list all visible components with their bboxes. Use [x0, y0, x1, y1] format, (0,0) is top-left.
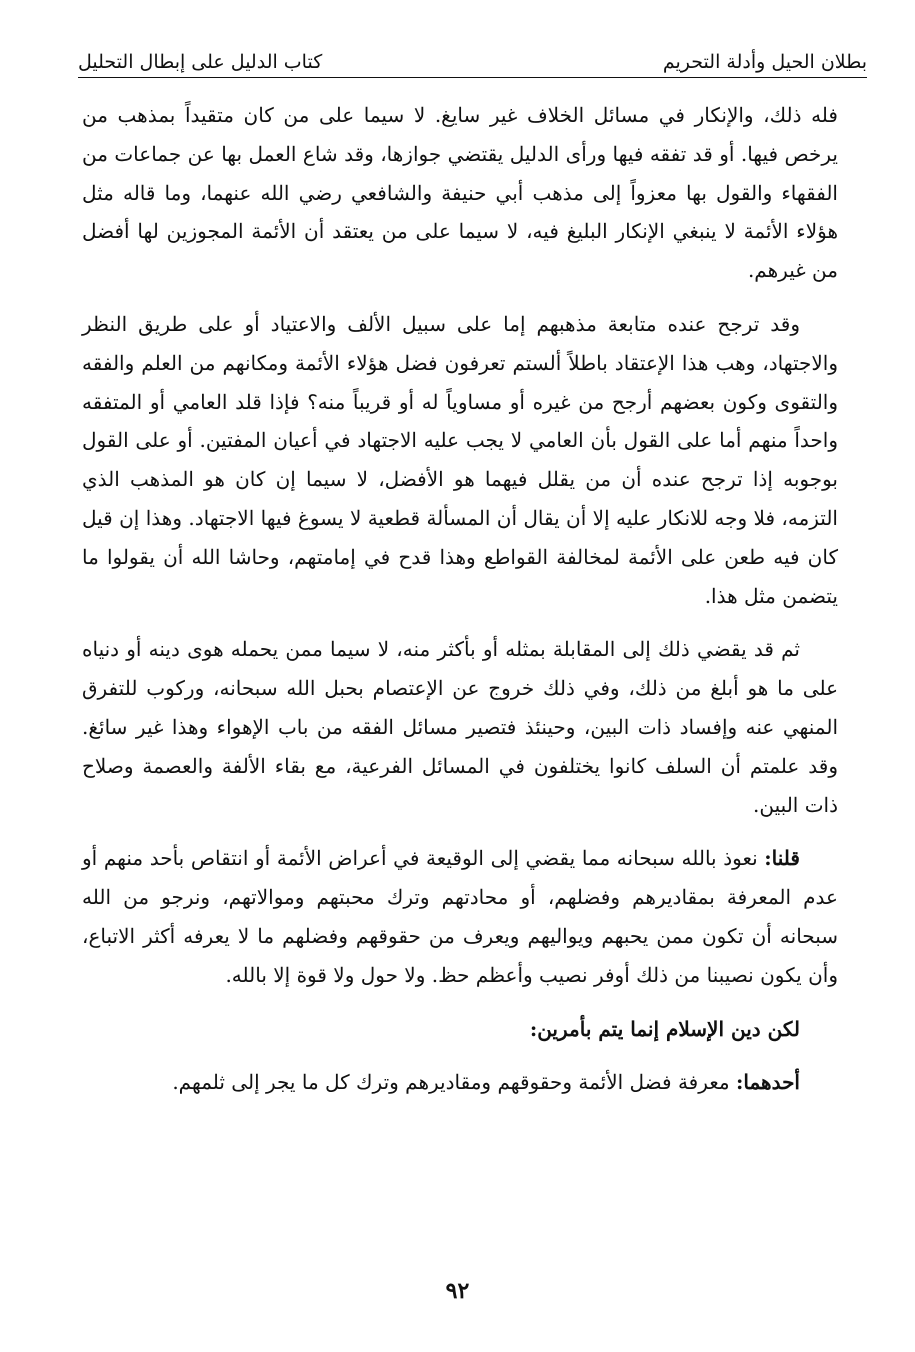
paragraph-4-lead: قلنا: — [764, 846, 800, 871]
section-heading: لكن دين الإسلام إنما يتم بأمرين: — [529, 1016, 800, 1041]
header-left-title: كتاب الدليل على إبطال التحليل — [78, 51, 323, 73]
paragraph-2: وقد ترجح عنده متابعة مذهبهم إما على سبيل الألف والاعتياد أو على طريق النظر والاجتهاد، وهب هذا الإعتقاد باطلاً ألستم تعرفون فضل هؤلاء الأئمة ومكانهم من العلم والفقه والتقوى وكون بعضهم أرجح من غيره أو مساوياً له أو قريباً منه؟ فإذا قلد العامي أو المتفقه واحداً منهم أما على القول بأن العامي لا يجب عليه الاجتهاد في أعيان المفتين. أو على القول بوجوبه إذا ترجح عنده أن من يقلل فيهما هو الأفضل، لا سيما إن كان هو المذهب الذي التزمه، فلا وجه للانكار عليه إلا أن يقال أن المسألة قطعية لا يسوغ فيها الاجتهاد. وهذا إن قيل كان فيه طعن على الأئمة لمخالفة القواطع وهذا قدح في إمامتهم، وحاشا الله أن يقولوا ما يتضمن مثل هذا. — [82, 311, 838, 608]
paragraph-5 — [82, 1063, 838, 1102]
page-number: ٩٢ — [445, 1278, 470, 1304]
paragraph-4-text: نعوذ بالله سبحانه مما يقضي إلى الوقيعة في أعراض الأئمة أو انتقاص بأحد منهم أو عدم المعرفة بمقاديرهم وفضلهم، أو محادتهم وترك محبتهم وموالاتهم، ونرجو من الله سبحانه أن تكون ممن يحبهم ويواليهم ويعرف من حقوقهم وفضلهم ما لا يعرفه أكثر الاتباع، وأن يكون نصيبنا من ذلك أوفر نصيب وأعظم حظ. ولا حول ولا قوة إلا بالله. — [82, 846, 838, 987]
main-text — [82, 96, 838, 1102]
paragraph-5-lead: أحدهما: — [735, 1070, 800, 1095]
paragraph-4 — [82, 839, 838, 994]
paragraph-5-text: معرفة فضل الأئمة وحقوقهم ومقاديرهم وترك كل ما يجر إلى ثلمهم. — [172, 1070, 736, 1095]
header-rule — [78, 77, 867, 78]
header-right-title: بطلان الحيل وأدلة التحريم — [662, 51, 867, 73]
paragraph-3: ثم قد يقضي ذلك إلى المقابلة بمثله أو بأكثر منه، لا سيما ممن يحمله هوى دينه أو دنياه على ما هو أبلغ من ذلك، وفي ذلك خروج عن الإعتصام بحبل الله سبحانه، وركوب للتفرق المنهي عنه وإفساد ذات البين، وحينئذ فتصير مسائل الفقه من باب الإهواء وهذا غير سائغ. وقد علمتم أن السلف كانوا يختلفون في المسائل الفرعية، مع بقاء الألفة والعصمة وصلاح ذات البين. — [82, 637, 838, 817]
running-header — [78, 38, 867, 76]
paragraph-1: فله ذلك، والإنكار في مسائل الخلاف غير سايغ. لا سيما على من كان متقيداً بمذهب من يرخص فيها. أو قد تفقه فيها ورأى الدليل يقتضي جوازها، وقد شاع العمل بها عن جماعات من الفقهاء والقول بها معزواً إلى مذهب أبي حنيفة والشافعي رضي الله عنهما، وما قاله مثل هؤلاء الأئمة لا ينبغي الإنكار البليغ فيه، لا سيما على من يعتقد أن الأئمة المجوزين لها أفضل من غيرهم. — [82, 103, 838, 283]
